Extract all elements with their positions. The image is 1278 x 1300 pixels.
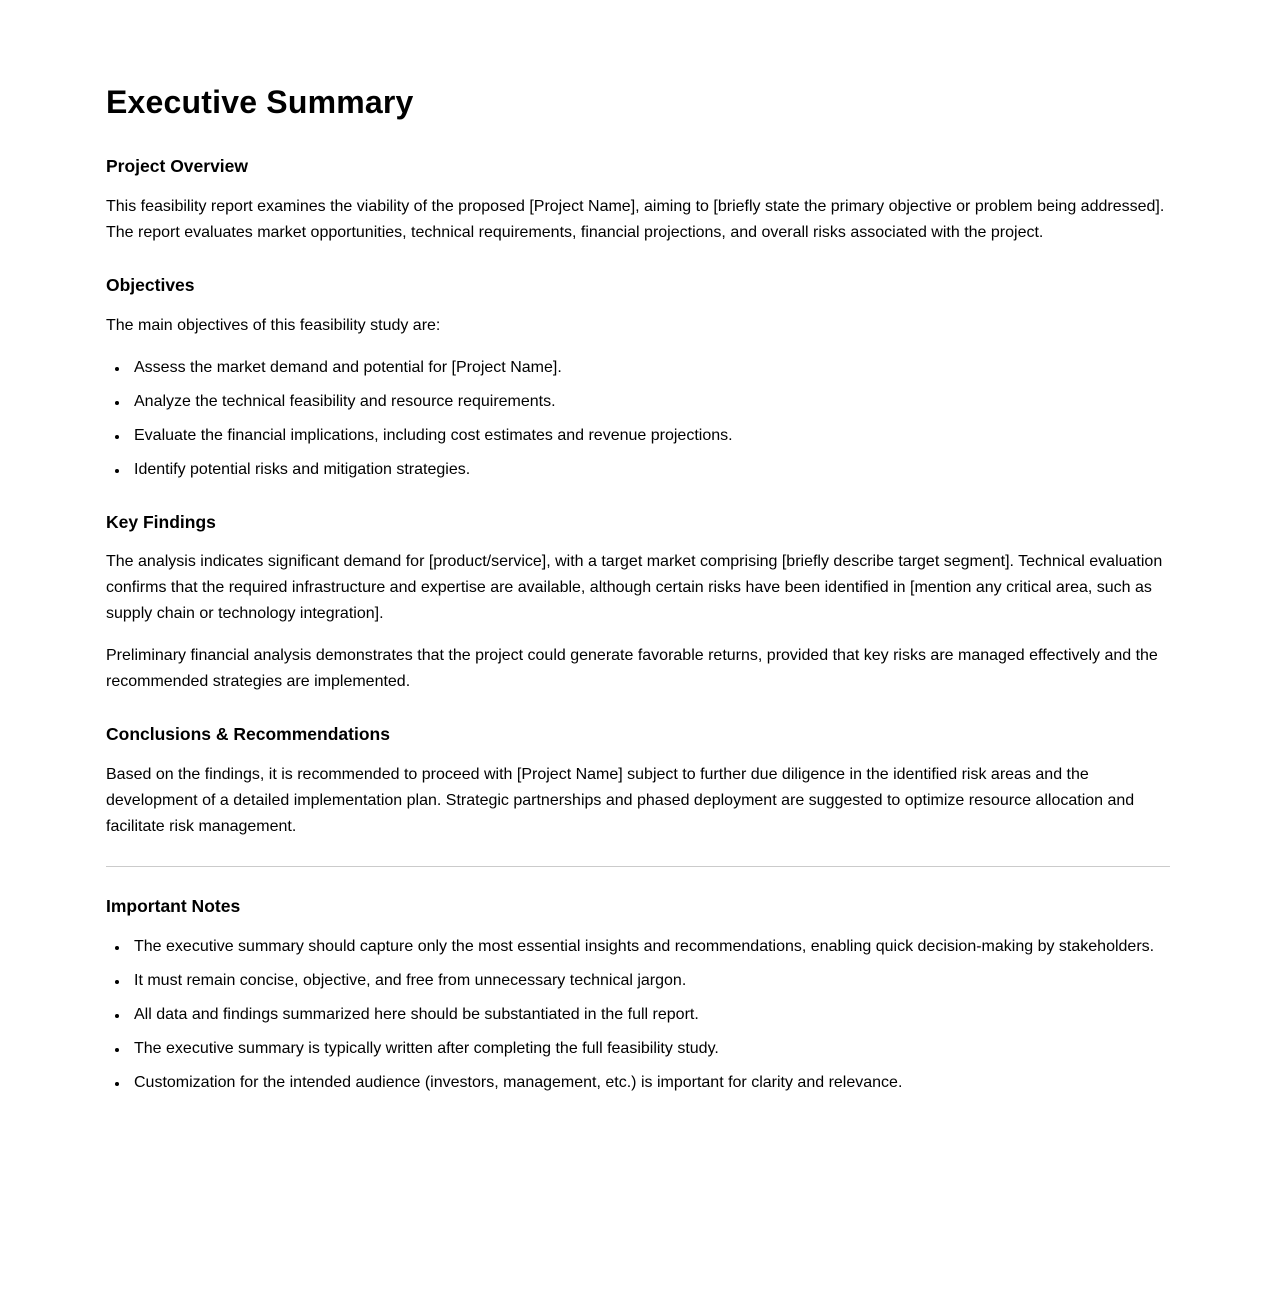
list-item: • Identify potential risks and mitigation strategies. [129,457,1170,483]
section-heading-conclusions-recommendations: Conclusions & Recommendations [106,724,390,745]
objectives-intro-paragraph: The main objectives of this feasibility study are: [106,316,441,334]
list-item: • The executive summary is typically written after completing the full feasibility study. [129,1036,1170,1062]
section-heading-key-findings: Key Findings [106,511,216,532]
list-item: • Analyze the technical feasibility and resource requirements. [129,389,1170,415]
list-item: • Customization for the intended audience (investors, management, etc.) is important for clarity and relevance. [129,1070,1170,1096]
conclusions-paragraph: Based on the findings, it is recommended to proceed with [Project Name] subject to further due diligence in the identified risk areas and the development of a detailed implementation plan. Strategic partnerships and phased deployment are suggested to optimize resource allocation and facilitate risk management. [106,766,1135,835]
key-findings-paragraph-2: Preliminary financial analysis demonstrates that the project could generate favorable returns, provided that key risks are managed effectively and the recommended strategies are implemented. [106,647,1158,691]
list-item: • All data and findings summarized here should be substantiated in the full report. [129,1002,1170,1028]
objectives-list [106,355,1170,483]
important-notes-list [106,934,1170,1096]
page-title: Executive Summary [106,84,414,120]
key-findings-paragraph-1: The analysis indicates significant demand for [product/service], with a target market comprising [briefly describe target segment]. Technical evaluation confirms that the required infrastructure and expertise are available, although certain risks have been identified in [mention any critical area, such as supply chain or technology integration]. [106,553,1163,623]
project-overview-paragraph: This feasibility report examines the viability of the proposed [Project Name], aiming to [briefly state the primary objective or problem being addressed]. The report evaluates market opportunities, technical requirements, financial projections, and overall risks associated with the project. [106,197,1165,241]
list-item: • Evaluate the financial implications, including cost estimates and revenue projections. [129,423,1170,449]
section-heading-important-notes: Important Notes [106,896,241,916]
list-item: • It must remain concise, objective, and free from unnecessary technical jargon. [129,968,1170,994]
section-heading-objectives: Objectives [106,274,195,295]
section-heading-project-overview: Project Overview [106,156,249,176]
section-divider [106,866,1170,867]
list-item: • The executive summary should capture only the most essential insights and recommendations, enabling quick decision-making by stakeholders. [129,934,1170,960]
list-item: • Assess the market demand and potential for [Project Name]. [129,355,1170,381]
